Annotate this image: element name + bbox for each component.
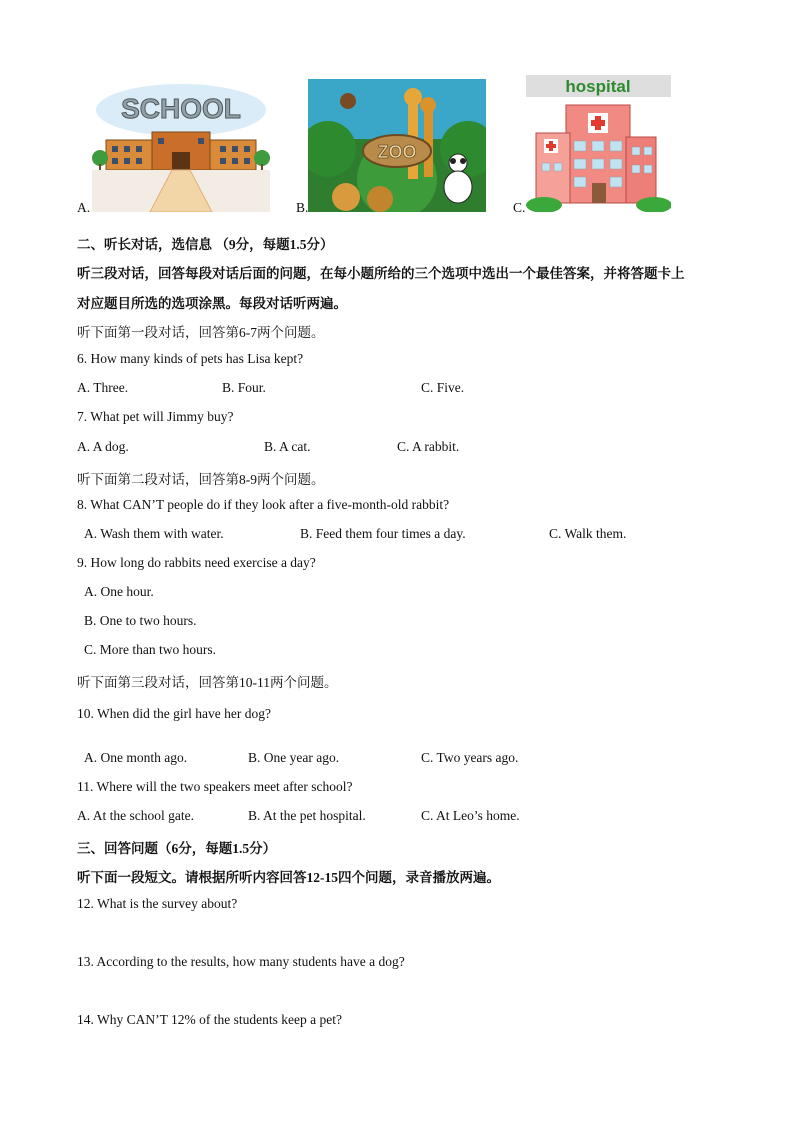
- question-7: 7. What pet will Jimmy buy?: [77, 409, 234, 424]
- picture-c-label: C.: [513, 200, 526, 215]
- question-9: 9. How long do rabbits need exercise a day?: [77, 555, 316, 570]
- q10-option-a: A. One month ago.: [84, 750, 188, 765]
- section2-title: 二、听长对话，选信息 （9分，每题1.5分）: [77, 237, 334, 252]
- zoo-illustration: [308, 79, 486, 212]
- q9-option-b: B. One to two hours.: [84, 613, 197, 628]
- school-image: [92, 80, 270, 212]
- section2-instruction-line2: 对应题目所选的选项涂黑。每段对话听两遍。: [77, 296, 347, 311]
- q11-option-a: A. At the school gate.: [77, 808, 194, 823]
- section3-instruction: 听下面一段短文。请根据所听内容回答12-15四个问题，录音播放两遍。: [77, 870, 500, 885]
- q6-option-b: B. Four.: [222, 380, 266, 395]
- q8-option-b: B. Feed them four times a day.: [300, 526, 466, 541]
- section2-instruction-line1: 听三段对话，回答每段对话后面的问题，在每小题所给的三个选项中选出一个最佳答案，并将答题卡上: [77, 266, 685, 281]
- picture-a-label: A.: [77, 200, 91, 215]
- q7-option-b: B. A cat.: [264, 439, 311, 454]
- q6-option-a: A. Three.: [77, 380, 129, 395]
- dialogue1-intro: 听下面第一段对话，回答第6-7两个问题。: [77, 325, 325, 340]
- question-8: 8. What CAN’T people do if they look after a five-month-old rabbit?: [77, 497, 450, 512]
- q6-option-c: C. Five.: [421, 380, 465, 395]
- q11-option-b: B. At the pet hospital.: [248, 808, 366, 823]
- question-12: 12. What is the survey about?: [77, 896, 238, 911]
- picture-b-label: B.: [296, 200, 309, 215]
- question-10: 10. When did the girl have her dog?: [77, 706, 271, 721]
- dialogue3-intro: 听下面第三段对话，回答第10-11两个问题。: [77, 675, 338, 690]
- hospital-illustration: [526, 75, 671, 212]
- q7-option-a: A. A dog.: [77, 439, 129, 454]
- hospital-image: [526, 75, 671, 212]
- q10-option-b: B. One year ago.: [248, 750, 340, 765]
- q11-option-c: C. At Leo’s home.: [421, 808, 520, 823]
- dialogue2-intro: 听下面第二段对话，回答第8-9两个问题。: [77, 472, 325, 487]
- q9-option-a: A. One hour.: [84, 584, 154, 599]
- q9-option-c: C. More than two hours.: [84, 642, 216, 657]
- question-13: 13. According to the results, how many students have a dog?: [77, 954, 405, 969]
- q10-option-c: C. Two years ago.: [421, 750, 519, 765]
- question-6: 6. How many kinds of pets has Lisa kept?: [77, 351, 304, 366]
- section3-title: 三、回答问题（6分，每题1.5分）: [77, 841, 277, 856]
- zoo-sign: ZOO: [377, 142, 417, 162]
- school-illustration: [92, 80, 270, 212]
- q8-option-a: A. Wash them with water.: [84, 526, 224, 541]
- question-14: 14. Why CAN’T 12% of the students keep a pet?: [77, 1012, 342, 1027]
- school-sign: SCHOOL: [121, 93, 241, 124]
- question-11: 11. Where will the two speakers meet after school?: [77, 779, 353, 794]
- q7-option-c: C. A rabbit.: [397, 439, 460, 454]
- q8-option-c: C. Walk them.: [549, 526, 627, 541]
- hospital-sign: hospital: [565, 77, 631, 96]
- zoo-image: [308, 79, 486, 212]
